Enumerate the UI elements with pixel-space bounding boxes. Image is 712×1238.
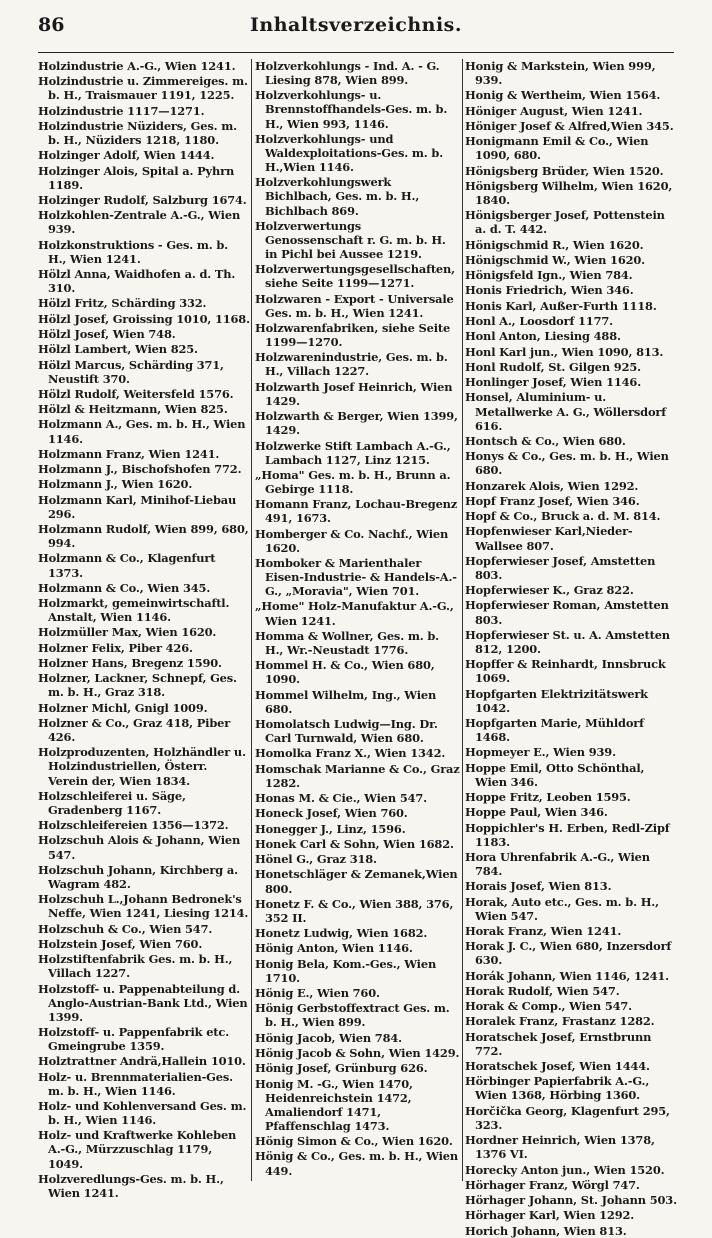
index-entry: Hopf & Co., Bruck a. d. M. 814.	[465, 509, 661, 524]
index-entry: Holzstiftenfabrik Ges. m. b. H., Villach 1227.	[38, 952, 233, 981]
page-title: Inhaltsverzeichnis.	[250, 14, 462, 36]
index-entry: Hopmeyer E., Wien 939.	[465, 745, 616, 760]
index-entry: Honigmann Emil & Co., Wien 1090, 680.	[465, 134, 649, 163]
index-entry: Hörbinger Papierfabrik A.-G., Wien 1368, Hörbing 1360.	[465, 1074, 650, 1103]
index-entry: Holz- u. Brennmaterialien-Ges. m. b. H., Wien 1146.	[38, 1069, 233, 1098]
index-entry: Hönel G., Graz 318.	[255, 852, 377, 867]
index-entry: Horatschek Josef, Wien 1444.	[465, 1059, 650, 1074]
index-entry: Hönigsfeld Ign., Wien 784.	[465, 268, 633, 283]
index-entry: Holzindustrie u. Zimmereiges. m. b. H., Traismauer 1191, 1225.	[38, 74, 248, 103]
index-entry: Hönig Josef, Grünburg 626.	[255, 1061, 428, 1076]
index-entry: Hölzl Rudolf, Weitersfeld 1576.	[38, 386, 234, 401]
index-entry: Holzmann Karl, Minihof-Liebau 296.	[38, 492, 237, 521]
index-entry: Hönigsberger Josef, Pottenstein a. d. T. 442.	[465, 208, 665, 237]
index-entry: Höniger Josef & Alfred,Wien 345.	[465, 118, 674, 133]
index-entry: Holzverkohlungs- und Waldexploitations-Ges. m. b. H.,Wien 1146.	[255, 131, 444, 175]
index-entry: Holzinger Rudolf, Salzburg 1674.	[38, 192, 247, 207]
index-entry: „Home" Holz-Manufaktur A.-G., Wien 1241.	[255, 599, 454, 628]
index-entry: Holzinger Adolf, Wien 1444.	[38, 148, 215, 163]
index-entry: Holzwarth & Berger, Wien 1399, 1429.	[255, 409, 458, 438]
index-entry: Hönigsberg Brüder, Wien 1520.	[465, 163, 664, 178]
index-entry: Hörhager Karl, Wien 1292.	[465, 1208, 635, 1223]
index-entry: Holzverwertungsgesellschaften, siehe Seite 1199—1271.	[255, 262, 455, 291]
index-entry: Holzmann A., Ges. m. b. H., Wien 1146.	[38, 417, 246, 446]
index-entry: Holzmann & Co., Klagenfurt 1373.	[38, 551, 216, 580]
index-entry: Hönig Jacob & Sohn, Wien 1429.	[255, 1046, 460, 1061]
index-entry: Holzstoff- u. Pappenfabrik etc. Gmeingrube 1359.	[38, 1024, 230, 1054]
index-entry: Holzmüller Max, Wien 1620.	[38, 625, 217, 640]
index-entry: Honegger J., Linz, 1596.	[255, 821, 406, 836]
index-entry: Hönigschmid W., Wien 1620.	[465, 252, 645, 267]
index-entry: Holzstoff- u. Pappenabteilung d. Anglo-Austrian-Bank Ltd., Wien 1399.	[38, 981, 248, 1024]
index-entry: Hönigschmid R., Wien 1620.	[465, 237, 644, 252]
index-entry: Holzmann & Co., Wien 345.	[38, 580, 211, 595]
index-entry: Holzindustrie A.-G., Wien 1241.	[38, 59, 236, 73]
index-entry: Honsel, Aluminium- u. Metallwerke A. G., Wöllersdorf 616.	[465, 390, 667, 433]
index-entry: Horak Rudolf, Wien 547.	[465, 983, 620, 998]
column-divider	[251, 59, 252, 1181]
index-entry: Holzindustrie Nüziders, Ges. m. b. H., Nüziders 1218, 1180.	[38, 118, 237, 148]
index-entry: Hönigsberg Wilhelm, Wien 1620, 1840.	[465, 178, 673, 207]
index-entry: Holzinger Alois, Spital a. Pyhrn 1189.	[38, 163, 235, 192]
index-entry: Holzmann J., Bischofshofen 772.	[38, 462, 242, 477]
index-entry: Holzverwertungs Genossenschaft r. G. m. b. H. in Pichl bei Aussee 1219.	[255, 218, 446, 261]
index-entry: Honetschläger & Zemanek,Wien 800.	[255, 867, 458, 896]
index-entry: Horich Johann, Wien 813.	[465, 1223, 627, 1238]
index-entry: Honig Bela, Kom.-Ges., Wien 1710.	[255, 956, 437, 985]
index-entry: Hölzl Josef, Wien 748.	[38, 326, 176, 341]
index-entry: Horak & Comp., Wien 547.	[465, 999, 632, 1014]
index-entry: Honetz Ludwig, Wien 1682.	[255, 926, 428, 941]
index-entry: Holzstein Josef, Wien 760.	[38, 936, 203, 951]
index-entry: Holzverkohlungswerk Bichlbach, Ges. m. b. H., Bichlbach 869.	[255, 175, 420, 218]
index-entry: Hontsch & Co., Wien 680.	[465, 433, 626, 448]
index-entry: Horak Franz, Wien 1241.	[465, 923, 622, 938]
index-entry: Honlinger Josef, Wien 1146.	[465, 375, 642, 390]
index-entry: Hörhager Johann, St. Johann 503.	[465, 1193, 677, 1208]
index-entry: Holztrattner Andrä,Hallein 1010.	[38, 1054, 246, 1069]
index-entry: Hoppe Paul, Wien 346.	[465, 805, 608, 820]
index-entry: Hordner Heinrich, Wien 1378, 1376 VI.	[465, 1133, 655, 1162]
index-column-3	[465, 59, 677, 1238]
index-entry: Honig & Markstein, Wien 999, 939.	[465, 59, 656, 88]
page-number: 86	[38, 14, 65, 36]
index-entry: Holzproduzenten, Holzhändler u. Holzindustriellen, Österr. Verein der, Wien 1834.	[38, 745, 246, 788]
index-entry: Hoppe Emil, Otto Schönthal, Wien 346.	[465, 760, 645, 789]
index-entry: Hölzl Fritz, Schärding 332.	[38, 296, 207, 311]
index-entry: Honl Rudolf, St. Gilgen 925.	[465, 359, 641, 374]
index-entry: Homma & Wollner, Ges. m. b. H., Wr.-Neustadt 1776.	[255, 628, 439, 657]
index-entry: Holzner, Lackner, Schnepf, Ges. m. b. H., Graz 318.	[38, 671, 237, 700]
index-entry: Honis Friedrich, Wien 346.	[465, 283, 634, 298]
index-entry: Horak J. C., Wien 680, Inzersdorf 630.	[465, 939, 672, 968]
index-column-1	[38, 59, 250, 1200]
index-entry: Holzwaren - Export - Universale Ges. m. b. H., Wien 1241.	[255, 291, 454, 320]
index-entry: Holzschuh Alois & Johann, Wien 547.	[38, 833, 241, 862]
index-entry: Holzwarenindustrie, Ges. m. b. H., Villach 1227.	[255, 350, 448, 379]
index-entry: Hopfenwieser Karl,Nieder-Wallsee 807.	[465, 524, 633, 553]
header-rule	[38, 52, 674, 53]
index-entry: Holzindustrie 1117—1271.	[38, 103, 205, 118]
index-entry: Hönig Simon & Co., Wien 1620.	[255, 1134, 453, 1149]
index-entry: Homberger & Co. Nachf., Wien 1620.	[255, 526, 449, 555]
index-entry: Hönig & Co., Ges. m. b. H., Wien 449.	[255, 1149, 459, 1178]
index-entry: „Homa" Ges. m. b. H., Brunn a. Gebirge 1118.	[255, 467, 451, 496]
index-entry: Hölzl Anna, Waidhofen a. d. Th. 310.	[38, 267, 236, 296]
index-entry: Hönig Gerbstoffextract Ges. m. b. H., Wien 899.	[255, 1001, 450, 1030]
index-entry: Honl Anton, Liesing 488.	[465, 329, 621, 344]
index-entry: Horais Josef, Wien 813.	[465, 879, 612, 894]
index-entry: Holzschleiferei u. Säge, Gradenberg 1167.	[38, 788, 186, 817]
index-entry: Holz- und Kohlenversand Ges. m. b. H., Wien 1146.	[38, 1099, 247, 1128]
index-entry: Holzmarkt, gemeinwirtschaftl. Anstalt, Wien 1146.	[38, 596, 230, 625]
index-entry: Honas M. & Cie., Wien 547.	[255, 791, 427, 805]
index-entry: Hönig E., Wien 760.	[255, 986, 380, 1001]
index-entry: Horecky Anton jun., Wien 1520.	[465, 1162, 665, 1177]
index-entry: Homolatsch Ludwig—Ing. Dr. Carl Turnwald, Wien 680.	[255, 716, 438, 746]
index-columns	[38, 59, 678, 1238]
index-entry: Homann Franz, Lochau-Bregenz 491, 1673.	[255, 497, 458, 526]
index-entry: Holzmann J., Wien 1620.	[38, 477, 193, 492]
index-entry: Holzverkohlungs - Ind. A. - G. Liesing 878, Wien 899.	[255, 59, 440, 88]
index-entry: Hölzl Marcus, Schärding 371, Neustift 370.	[38, 357, 224, 386]
index-entry: Holzverkohlungs- u. Brennstoffhandels-Ges. m. b. H., Wien 993, 1146.	[255, 88, 448, 131]
index-entry: Horák Johann, Wien 1146, 1241.	[465, 968, 669, 983]
index-entry: Hönig Anton, Wien 1146.	[255, 941, 413, 956]
index-entry: Hopferwieser Josef, Amstetten 803.	[465, 553, 656, 582]
index-entry: Holzschuh Johann, Kirchberg a. Wagram 482.	[38, 862, 238, 891]
index-entry: Honl Karl jun., Wien 1090, 813.	[465, 344, 664, 359]
index-entry: Holzner Michl, Gnigl 1009.	[38, 700, 208, 715]
index-entry: Hopf Franz Josef, Wien 346.	[465, 493, 640, 508]
index-entry: Holzmann Franz, Wien 1241.	[38, 446, 220, 461]
index-entry: Horatschek Josef, Ernstbrunn 772.	[465, 1029, 652, 1058]
index-entry: Hopfgarten Elektrizitätswerk 1042.	[465, 686, 648, 715]
index-entry: Holzner Felix, Piber 426.	[38, 640, 193, 655]
index-entry: Honig & Wertheim, Wien 1564.	[465, 88, 661, 103]
index-column-2	[255, 59, 461, 1181]
index-entry: Hommel H. & Co., Wien 680, 1090.	[255, 658, 435, 687]
index-entry: Hoppe Fritz, Leoben 1595.	[465, 789, 631, 804]
index-entry: Horak, Auto etc., Ges. m. b. H., Wien 547.	[465, 894, 659, 923]
index-entry: Holzner Hans, Bregenz 1590.	[38, 656, 222, 670]
index-entry: Holzveredlungs-Ges. m. b. H., Wien 1241.	[38, 1171, 224, 1200]
index-entry: Höniger August, Wien 1241.	[465, 103, 643, 118]
index-entry: Hölzl Josef, Groissing 1010, 1168.	[38, 311, 250, 326]
index-entry: Holzwarenfabriken, siehe Seite 1199—1270.	[255, 321, 451, 350]
index-entry: Hopfgarten Marie, Mühldorf 1468.	[465, 715, 644, 745]
index-entry: Homboker & Marienthaler Eisen-Industrie- & Handels-A.-G., „Moravia", Wien 701.	[255, 556, 457, 599]
index-entry: Honetz F. & Co., Wien 388, 376, 352 II.	[255, 896, 454, 925]
index-entry: Homschak Marianne & Co., Graz 1282.	[255, 761, 460, 790]
index-entry: Hölzl & Heitzmann, Wien 825.	[38, 402, 228, 417]
index-entry: Hönig Jacob, Wien 784.	[255, 1030, 402, 1045]
index-entry: Horalek Franz, Frastanz 1282.	[465, 1014, 655, 1029]
index-entry: Hoppichler's H. Erben, Redl-Zipf 1183.	[465, 820, 670, 849]
index-entry: Holzmann Rudolf, Wien 899, 680, 994.	[38, 522, 249, 551]
index-entry: Hopferwieser St. u. A. Amstetten 812, 1200.	[465, 627, 670, 656]
index-entry: Holzkohlen-Zentrale A.-G., Wien 939.	[38, 208, 241, 237]
index-entry: Honig M. -G., Wien 1470, Heidenreichstein 1472, Amaliendorf 1471, Pfaffenschlag 1473.	[255, 1076, 413, 1133]
index-entry: Honis Karl, Außer-Furth 1118.	[465, 298, 657, 313]
page-header	[38, 12, 674, 42]
index-entry: Hörhager Franz, Wörgl 747.	[465, 1177, 640, 1192]
column-divider	[462, 59, 463, 1181]
index-entry: Honys & Co., Ges. m. b. H., Wien 680.	[465, 449, 669, 478]
index-entry: Honek Carl & Sohn, Wien 1682.	[255, 836, 454, 851]
index-entry: Holzwerke Stift Lambach A.-G., Lambach 1127, Linz 1215.	[255, 438, 451, 467]
index-entry: Holzwarth Josef Heinrich, Wien 1429.	[255, 379, 453, 408]
index-entry: Horčička Georg, Klagenfurt 295, 323.	[465, 1103, 670, 1132]
index-entry: Hopferwieser K., Graz 822.	[465, 583, 634, 598]
index-entry: Honl A., Loosdorf 1177.	[465, 314, 613, 329]
index-entry: Holzschuh L.,Johann Bedronek's Neffe, Wien 1241, Liesing 1214.	[38, 892, 249, 921]
index-entry: Holz- und Kraftwerke Kohleben A.-G., Mürzzuschlag 1179, 1049.	[38, 1128, 237, 1171]
index-entry: Hölzl Lambert, Wien 825.	[38, 342, 198, 357]
index-entry: Honeck Josef, Wien 760.	[255, 806, 408, 821]
index-entry: Hommel Wilhelm, Ing., Wien 680.	[255, 687, 437, 716]
index-entry: Hopferwieser Roman, Amstetten 803.	[465, 598, 669, 627]
index-entry: Hopffer & Reinhardt, Innsbruck 1069.	[465, 657, 666, 686]
index-entry: Holzner & Co., Graz 418, Piber 426.	[38, 715, 231, 745]
index-entry: Honzarek Alois, Wien 1292.	[465, 478, 639, 493]
index-entry: Hora Uhrenfabrik A.-G., Wien 784.	[465, 849, 650, 878]
index-entry: Holzschleifereien 1356—1372.	[38, 818, 229, 833]
index-entry: Homolka Franz X., Wien 1342.	[255, 746, 446, 761]
index-entry: Holzkonstruktions - Ges. m. b. H., Wien 1241.	[38, 237, 229, 266]
index-entry: Holzschuh & Co., Wien 547.	[38, 921, 213, 936]
